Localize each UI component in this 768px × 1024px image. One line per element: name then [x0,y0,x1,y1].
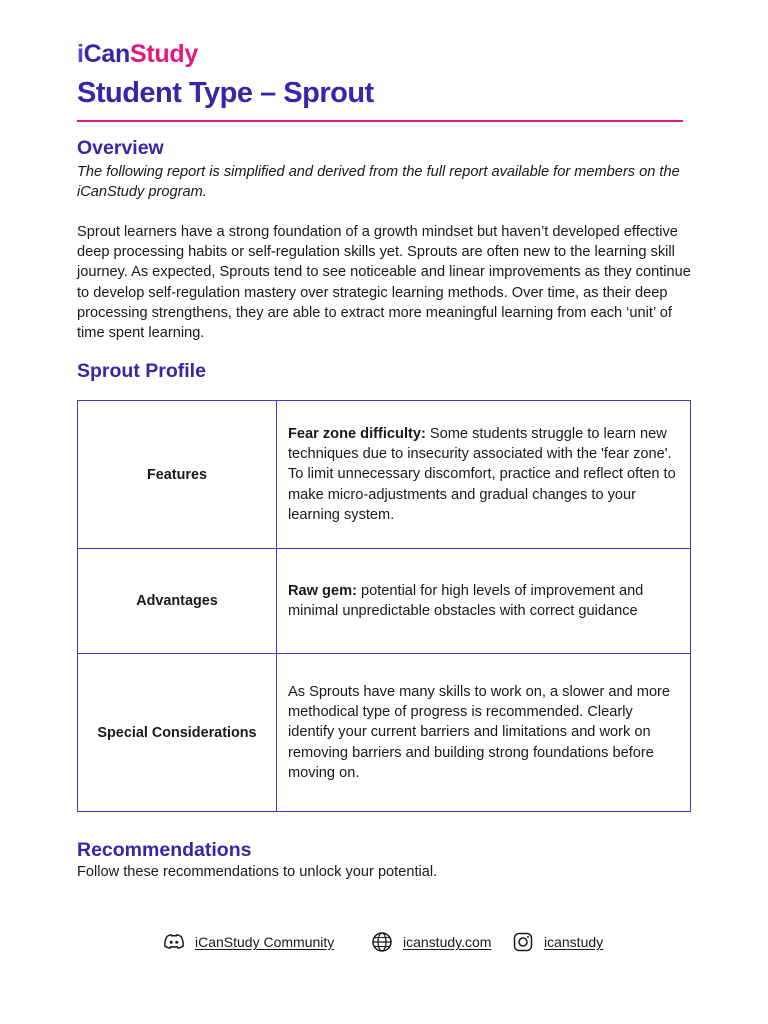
row-lead: Fear zone difficulty: [288,425,426,442]
globe-icon [370,930,394,954]
profile-table [77,400,691,812]
table-row [78,549,691,654]
footer [0,930,768,954]
table-row [78,654,691,812]
row-label-advantages: Advantages [78,549,277,654]
row-desc-special-considerations [277,654,691,812]
overview-heading: Overview [77,137,164,159]
logo-can: Can [83,40,130,68]
row-desc-features [277,401,691,549]
overview-body: Sprout learners have a strong foundation of a growth mindset but haven’t developed effective deep processing habits or self-regulation skills yet. Sprouts are often new to the learning skill journey. As expected, Sprouts tend to see noticeable and linear improvements as they continue to develop self-regulation mastery over strategic learning methods. Over time, as their deep processing strengthens, they are able to extract more meaningful learning from each ‘unit’ of time spent learning. [77,224,691,342]
logo-i: i [77,40,84,68]
title-divider [77,120,683,122]
recommendations-text: Follow these recommendations to unlock your potential. [77,864,438,880]
discord-icon [162,930,186,954]
overview-intro: The following report is simplified and derived from the full report available for members on the iCanStudy program. [77,164,680,201]
row-desc-advantages [277,549,691,654]
page-title: Student Type – Sprout [77,77,374,109]
icanstudy-logo [77,40,198,69]
row-lead: Raw gem: [288,582,357,599]
instagram-link[interactable] [511,930,603,954]
website-link[interactable] [370,930,491,954]
row-text: As Sprouts have many skills to work on, a slower and more methodical type of progress is recommended. Clearly identify your current barriers and limitations and work on removing barriers and building strong foundations before moving on. [288,683,671,781]
logo-study: Study [130,40,198,68]
instagram-icon [511,930,535,954]
recommendations-heading: Recommendations [77,839,252,861]
table-row [78,401,691,549]
row-label-special-considerations: Special Considerations [78,654,277,812]
profile-heading: Sprout Profile [77,360,206,382]
instagram-link-text: icanstudy [544,934,604,950]
row-label-features: Features [78,401,277,549]
row-text: potential for high levels of improvement and minimal unpredictable obstacles with correct guidance [288,582,644,619]
website-link-text: icanstudy.com [403,934,492,950]
community-link-text: iCanStudy Community [195,934,335,950]
row-text: Some students struggle to learn new techniques due to insecurity associated with the 'fear zone'. To limit unnecessary discomfort, practice and reflect often to make micro-adjustments and gradual changes to your learning system. [288,425,676,523]
community-link[interactable] [162,930,334,954]
